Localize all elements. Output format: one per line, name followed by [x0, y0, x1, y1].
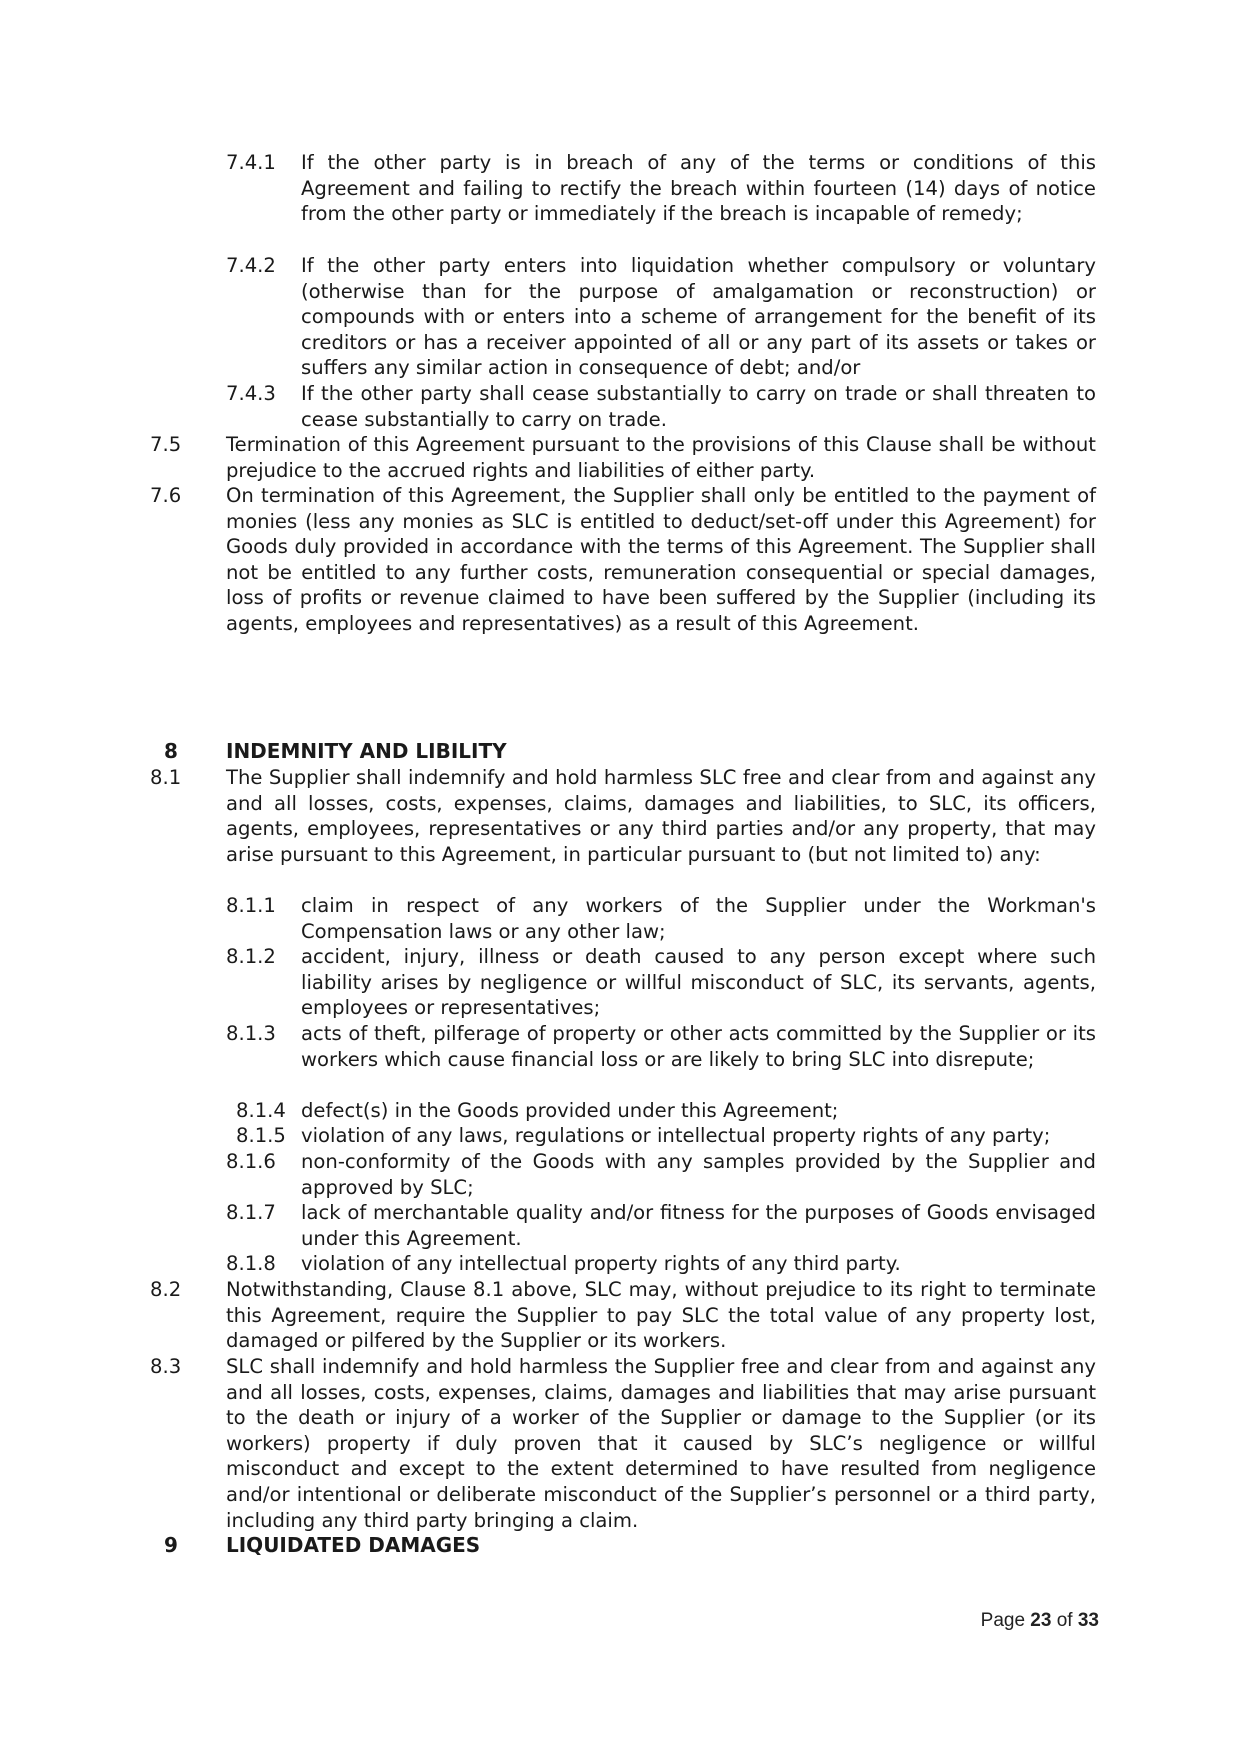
clause-7-5: [150, 432, 1096, 483]
section-title: LIQUIDATED DAMAGES: [226, 1533, 481, 1557]
clause-number: 7.6: [150, 484, 182, 507]
clause-8-1-3: [226, 1021, 1096, 1072]
clause-number: 8.2: [150, 1278, 182, 1301]
clause-number: 8.1.4: [236, 1099, 286, 1122]
clause-number: 8.1.7: [226, 1201, 276, 1224]
clause-text: acts of theft, pilferage of property or other acts committed by the Supplier or its workers which cause financial loss or are likely to bring SLC into disrepute;: [301, 1022, 1096, 1071]
section-number: 8: [164, 739, 178, 763]
clause-8-1-5: [236, 1123, 1096, 1149]
footer-current-page: 23: [1030, 1610, 1052, 1631]
clause-number: 8.1.6: [226, 1150, 276, 1173]
clause-number: 8.3: [150, 1355, 182, 1378]
clause-number: 8.1.1: [226, 894, 276, 917]
clause-8-1-2: [226, 944, 1096, 1021]
clause-7-4-2: [226, 253, 1096, 381]
clause-text: accident, injury, illness or death caused to any person except where such liability arises by negligence or willful misconduct of SLC, its servants, agents, employees or representatives;: [301, 945, 1096, 1020]
clause-8-1-1: [226, 893, 1096, 944]
clause-text: The Supplier shall indemnify and hold harmless SLC free and clear from and against any and all losses, costs, expenses, claims, damages and liabilities, to SLC, its officers, agents, employees, representatives or any third parties and/or any property, that may arise pursuant to this Agreement, in particular pursuant to (but not limited to) any:: [226, 766, 1096, 866]
clause-7-4-3: [226, 381, 1096, 432]
section-heading-8: [164, 739, 1096, 765]
clause-text: If the other party enters into liquidation whether compulsory or voluntary (otherwise than for the purpose of amalgamation or reconstruction) or compounds with or enters into a scheme of arrangement for the benefit of its creditors or has a receiver appointed of all or any part of its assets or takes or suffers any similar action in consequence of debt; and/or: [301, 254, 1096, 380]
footer-of-label: of: [1056, 1610, 1073, 1631]
clause-8-2: [150, 1277, 1096, 1354]
clause-text: If the other party is in breach of any of the terms or conditions of this Agreement and failing to rectify the breach within fourteen (14) days of notice from the other party or immediately if the breach is incapable of remedy;: [301, 151, 1096, 226]
clause-text: defect(s) in the Goods provided under this Agreement;: [301, 1099, 839, 1122]
clause-8-1-6: [226, 1149, 1096, 1200]
clause-text: SLC shall indemnify and hold harmless the Supplier free and clear from and against any and all losses, costs, expenses, claims, damages and liabilities that may arise pursuant to the death or injury of a worker of the Supplier or damage to the Supplier (or its workers) property if duly proven that it caused by SLC’s negligence or willful misconduct and except to the extent determined to have resulted from negligence and/or intentional or deliberate misconduct of the Supplier’s personnel or a third party, including any third party bringing a claim.: [226, 1355, 1096, 1532]
footer-total-pages: 33: [1077, 1610, 1099, 1631]
clause-7-6: [150, 483, 1096, 637]
clause-number: 8.1.8: [226, 1252, 276, 1275]
section-title: INDEMNITY AND LIBILITY: [226, 739, 507, 763]
clause-number: 8.1.2: [226, 945, 276, 968]
clause-text: Termination of this Agreement pursuant to the provisions of this Clause shall be without prejudice to the accrued rights and liabilities of either party.: [226, 433, 1096, 482]
clause-number: 8.1.3: [226, 1022, 276, 1045]
clause-number: 7.5: [150, 433, 182, 456]
clause-number: 8.1: [150, 766, 182, 789]
clause-number: 8.1.5: [236, 1124, 286, 1147]
clause-number: 7.4.2: [226, 254, 276, 277]
clause-text: claim in respect of any workers of the Supplier under the Workman's Compensation laws or any other law;: [301, 894, 1096, 943]
clause-number: 7.4.3: [226, 382, 276, 405]
clause-text: If the other party shall cease substantially to carry on trade or shall threaten to cease substantially to carry on trade.: [301, 382, 1096, 431]
clause-8-3: [150, 1354, 1096, 1533]
clause-text: Notwithstanding, Clause 8.1 above, SLC may, without prejudice to its right to terminate this Agreement, require the Supplier to pay SLC the total value of any property lost, damaged or pilfered by the Supplier or its workers.: [226, 1278, 1096, 1353]
clause-8-1: [150, 765, 1096, 867]
clause-8-1-7: [226, 1200, 1096, 1251]
clause-text: lack of merchantable quality and/or fitness for the purposes of Goods envisaged under this Agreement.: [301, 1201, 1096, 1250]
clause-text: non-conformity of the Goods with any samples provided by the Supplier and approved by SLC;: [301, 1150, 1096, 1199]
clause-number: 7.4.1: [226, 151, 276, 174]
clause-text: On termination of this Agreement, the Supplier shall only be entitled to the payment of monies (less any monies as SLC is entitled to deduct/set-off under this Agreement) for Goods duly provided in accordance with the terms of this Agreement. The Supplier shall not be entitled to any further costs, remuneration consequential or special damages, loss of profits or revenue claimed to have been suffered by the Supplier (including its agents, employees and representatives) as a result of this Agreement.: [226, 484, 1096, 635]
clause-8-1-8: [226, 1251, 1096, 1277]
section-number: 9: [164, 1533, 178, 1557]
clause-text: violation of any intellectual property rights of any third party.: [301, 1252, 901, 1275]
clause-7-4-1: [226, 150, 1096, 227]
page-footer: [981, 1609, 1099, 1633]
footer-page-label: Page: [980, 1610, 1026, 1631]
section-heading-9: [164, 1533, 1096, 1559]
clause-text: violation of any laws, regulations or intellectual property rights of any party;: [301, 1124, 1051, 1147]
clause-8-1-4: [236, 1098, 1096, 1124]
